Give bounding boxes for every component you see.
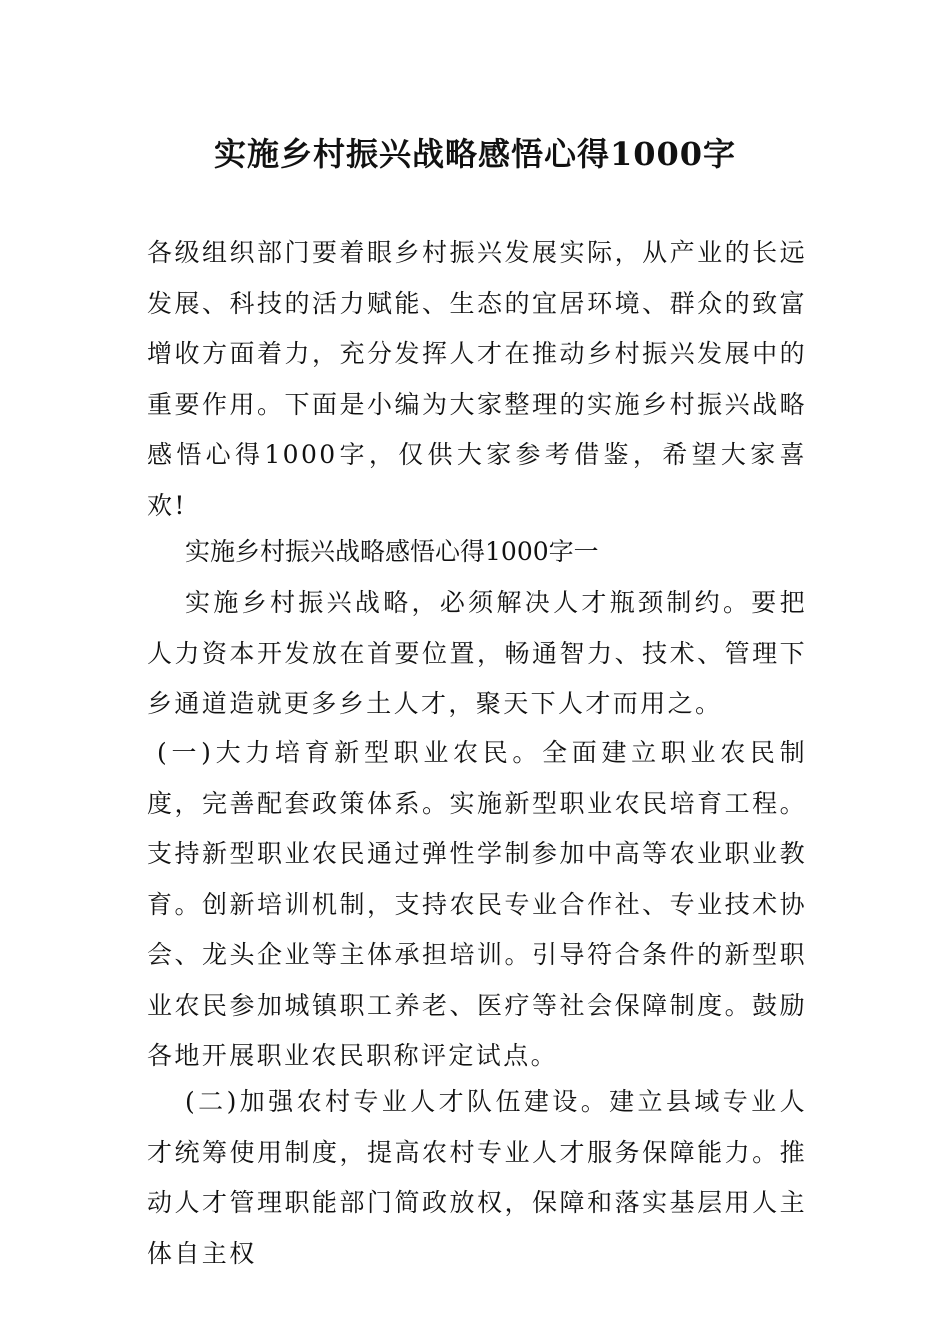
body-paragraph-2: (一)大力培育新型职业农民。全面建立职业农民制度，完善配套政策体系。实施新型职业农民培育工程。支持新型职业农民通过弹性学制参加中高等农业职业教育。创新培训机制，支持农民专业合作社、专业技术协会、龙头企业等主体承担培训。引导符合条件的新型职业农民参加城镇职工养老、医疗等社会保障制度。鼓励各地开展职业农民职称评定试点。	[147, 738, 807, 1070]
document-title: 实施乡村振兴战略感悟心得1000字	[213, 135, 737, 173]
body-paragraph-3: (二)加强农村专业人才队伍建设。建立县域专业人才统筹使用制度，提高农村专业人才服务保障能力。推动人才管理职能部门简政放权，保障和落实基层用人主体自主权	[147, 1087, 807, 1268]
section-title: 实施乡村振兴战略感悟心得1000字一	[185, 537, 599, 566]
body-paragraph-1: 实施乡村振兴战略，必须解决人才瓶颈制约。要把人力资本开发放在首要位置，畅通智力、技术、管理下乡通道造就更多乡土人才，聚天下人才而用之。	[147, 588, 807, 718]
intro-paragraph: 各级组织部门要着眼乡村振兴发展实际，从产业的长远发展、科技的活力赋能、生态的宜居环境、群众的致富增收方面着力，充分发挥人才在推动乡村振兴发展中的重要作用。下面是小编为大家整理的实施乡村振兴战略感悟心得1000字，仅供大家参考借鉴，希望大家喜欢!	[147, 238, 807, 520]
